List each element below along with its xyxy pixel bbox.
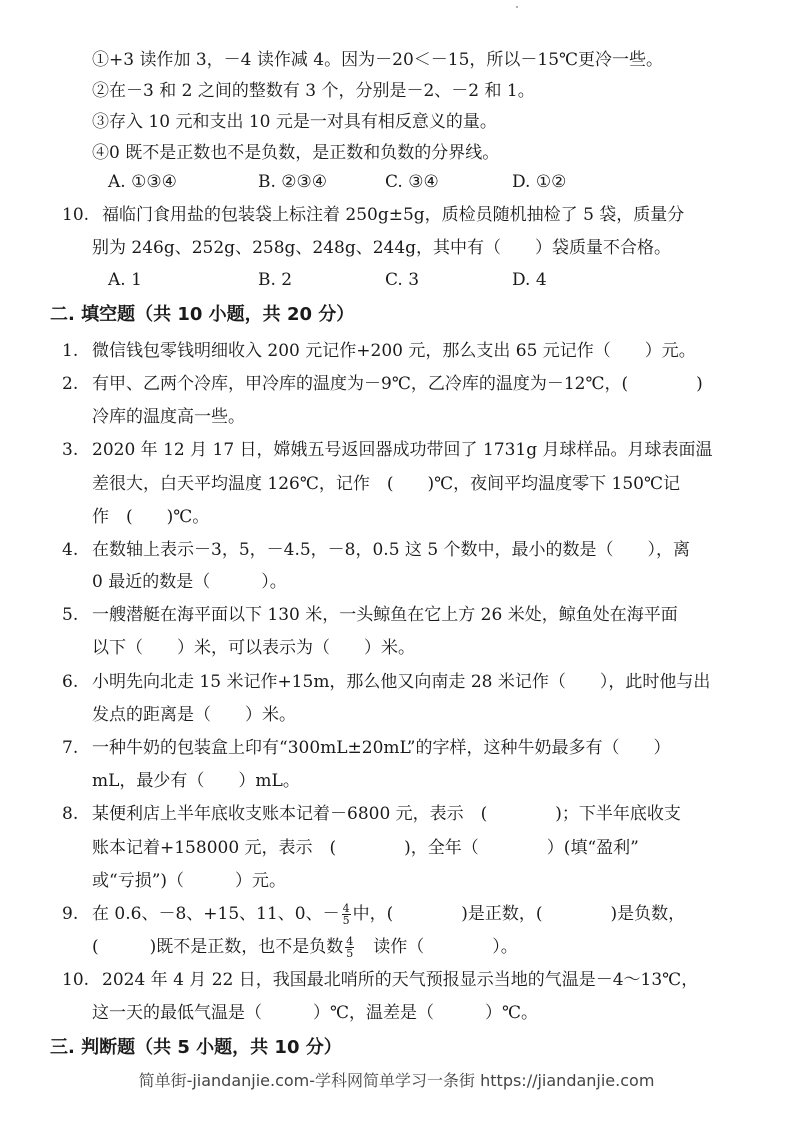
fill-item-2-line: 有甲、乙两个冷库，甲冷库的温度为－9℃，乙冷库的温度为－12℃，( ) bbox=[92, 374, 703, 394]
fraction-denominator: 5 bbox=[346, 947, 354, 960]
q9-statement-4: ④0 既不是正数也不是负数，是正数和负数的分界线。 bbox=[92, 143, 500, 163]
fill-item-2-line: 冷库的温度高一些。 bbox=[92, 407, 245, 427]
fraction-four-fifths bbox=[345, 936, 354, 959]
q9-option-c: C. ③④ bbox=[385, 172, 439, 192]
fill-item-7-line: mL，最少有（ ）mL。 bbox=[92, 771, 300, 791]
fill-item-10-line: 这一天的最低气温是（ ）℃，温差是（ ）℃。 bbox=[92, 1003, 539, 1023]
fraction-denominator: 5 bbox=[342, 914, 350, 927]
fill-item-3-number: 3. bbox=[62, 440, 79, 460]
fraction-numerator: 4 bbox=[342, 902, 350, 915]
fill-item-5-line: 以下（ ）米，可以表示为（ ）米。 bbox=[92, 638, 415, 658]
q10-line-2: 别为 246g、252g、258g、248g、244g，其中有（ ）袋质量不合格。 bbox=[92, 238, 672, 258]
fill-item-6-line: 发点的距离是（ ）米。 bbox=[92, 705, 296, 725]
fraction-numerator: 4 bbox=[346, 935, 354, 948]
fill-item-10-line: 2024 年 4 月 22 日，我国最北哨所的天气预报显示当地的气温是－4～13℃， bbox=[102, 970, 699, 990]
fill-item-3-line: 2020 年 12 月 17 日，嫦娥五号返回器成功带回了 1731g 月球样品。月球表面温 bbox=[92, 440, 713, 460]
fill-item-9-line-2 bbox=[92, 935, 518, 959]
q9-statement-1: ①+3 读作加 3，－4 读作减 4。因为－20＜－15，所以－15℃更冷一些。 bbox=[92, 50, 664, 70]
fill-item-6-line: 小明先向北走 15 米记作+15m，那么他又向南走 28 米记作（ ），此时他与出 bbox=[92, 672, 711, 692]
fill-item-4-line: 在数轴上表示－3，5，－4.5，－8，0.5 这 5 个数中，最小的数是（ ），离 bbox=[92, 540, 691, 560]
fill-item-8-number: 8. bbox=[62, 804, 79, 824]
fill-item-9-text-d: 读作（ ）。 bbox=[356, 937, 518, 957]
page-speck bbox=[516, 6, 518, 8]
fill-item-1-number: 1. bbox=[62, 341, 79, 361]
fill-item-8-line: 账本记着+158000 元，表示 ( )，全年（ ）(填“盈利” bbox=[92, 838, 639, 858]
fill-item-5-number: 5. bbox=[62, 605, 79, 625]
fill-item-9-text-b: 中，( )是正数，( )是负数， bbox=[352, 904, 686, 924]
fill-item-9-line-1 bbox=[92, 902, 685, 926]
fill-item-2-number: 2. bbox=[62, 374, 79, 394]
fill-item-9-text-c: ( )既不是正数，也不是负数 bbox=[92, 937, 344, 957]
fill-item-1-line: 微信钱包零钱明细收入 200 元记作+200 元，那么支出 65 元记作（ ）元。 bbox=[92, 341, 696, 361]
fill-item-8-line: 某便利店上半年底收支账本记着－6800 元，表示 ( )；下半年底收支 bbox=[92, 804, 681, 824]
q9-option-a: A. ①③④ bbox=[108, 172, 177, 192]
q9-option-d: D. ①② bbox=[512, 172, 567, 192]
fill-item-6-number: 6. bbox=[62, 672, 79, 692]
q10-option-d: D. 4 bbox=[512, 270, 547, 290]
fraction-four-fifths bbox=[342, 903, 351, 926]
q10-option-b: B. 2 bbox=[258, 270, 293, 290]
section-3-heading: 三. 判断题（共 5 小题，共 10 分） bbox=[50, 1037, 342, 1058]
q10-line-1: 福临门食用盐的包装袋上标注着 250g±5g，质检员随机抽检了 5 袋，质量分 bbox=[102, 205, 685, 225]
fill-item-3-line: 差很大，白天平均温度 126℃，记作 ( )℃，夜间平均温度零下 150℃记 bbox=[92, 474, 681, 494]
q10-option-c: C. 3 bbox=[385, 270, 420, 290]
fill-item-9-minus: － bbox=[322, 904, 340, 924]
fill-item-5-line: 一艘潜艇在海平面以下 130 米，一头鲸鱼在它上方 26 米处，鲸鱼处在海平面 bbox=[92, 605, 678, 625]
fill-item-7-number: 7. bbox=[62, 738, 79, 758]
fill-item-4-number: 4. bbox=[62, 540, 79, 560]
fill-item-10-number: 10. bbox=[62, 970, 90, 990]
q9-statement-3: ③存入 10 元和支出 10 元是一对具有相反意义的量。 bbox=[92, 112, 497, 132]
fill-item-4-line: 0 最近的数是（ ）。 bbox=[92, 572, 287, 592]
q10-number: 10. bbox=[62, 205, 90, 225]
section-2-heading: 二. 填空题（共 10 小题，共 20 分） bbox=[50, 304, 355, 325]
fill-item-9-text-a: 在 0.6、－8、+15、11、0、 bbox=[92, 904, 323, 924]
fill-item-3-line: 作 ( )℃。 bbox=[92, 507, 210, 527]
fill-item-7-line: 一种牛奶的包装盒上印有“300mL±20mL”的字样，这种牛奶最多有（ ） bbox=[92, 738, 671, 758]
footer-watermark: 简单街-jiandanjie.com-学科网简单学习一条街 https://jiandanjie.com bbox=[138, 1071, 655, 1090]
fill-item-9-number: 9. bbox=[62, 904, 79, 924]
fill-item-8-line: 或“亏损”)（ ）元。 bbox=[92, 871, 287, 891]
q10-option-a: A. 1 bbox=[108, 270, 142, 290]
q9-option-b: B. ②③④ bbox=[258, 172, 328, 192]
q9-statement-2: ②在－3 和 2 之间的整数有 3 个，分别是－2、－2 和 1。 bbox=[92, 81, 535, 101]
